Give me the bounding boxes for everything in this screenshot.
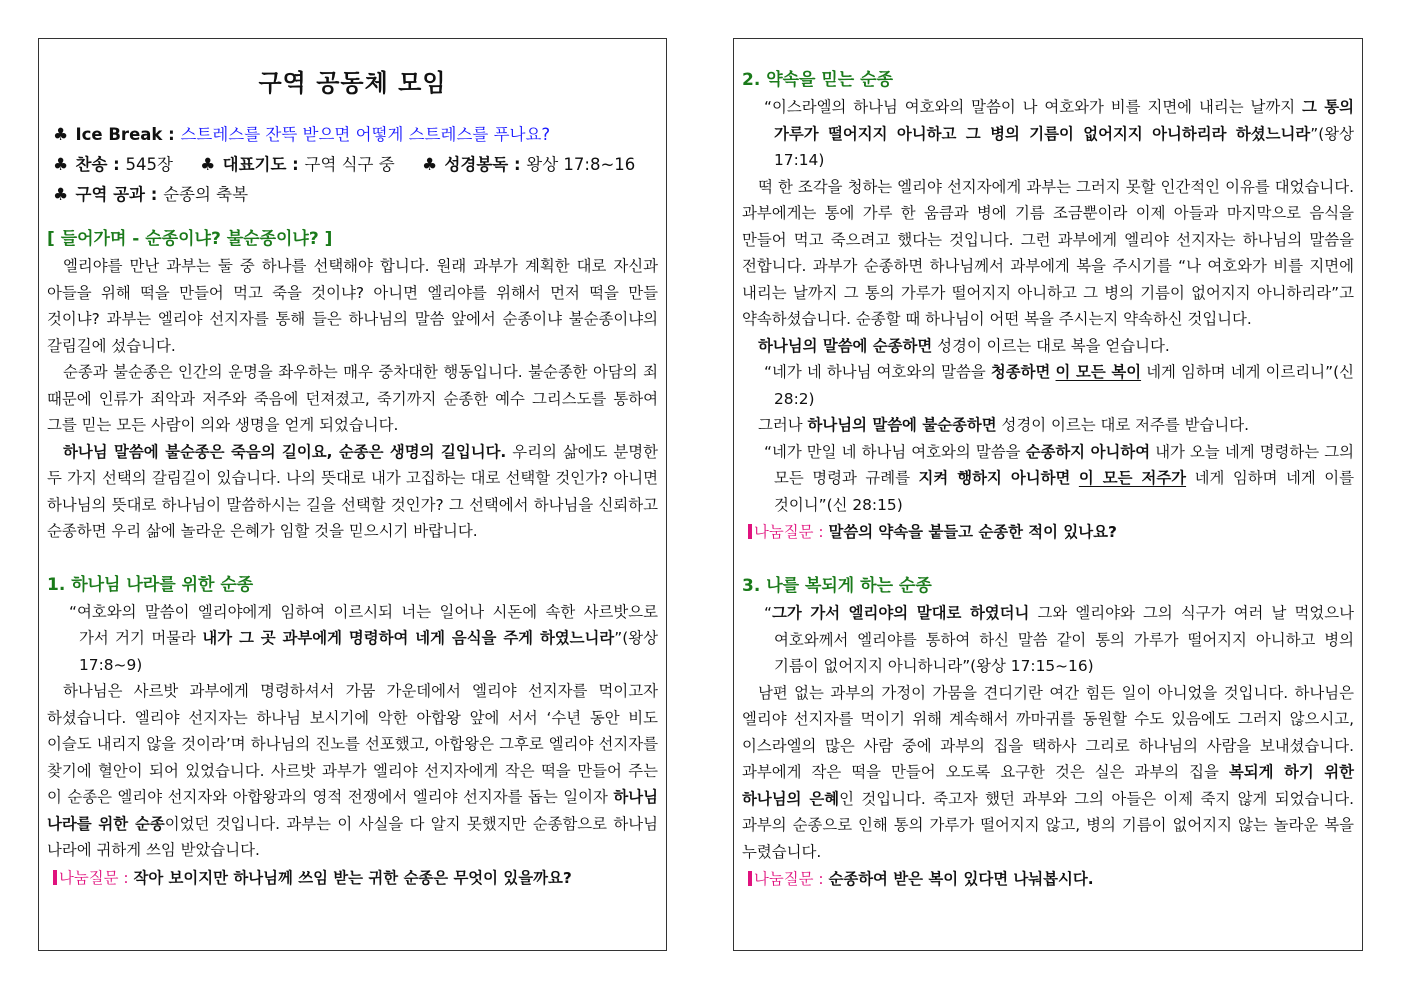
club-icon: ♣ bbox=[53, 125, 69, 145]
paragraph-emphasis: 복되게 하기 위한 하나님의 은혜 bbox=[742, 763, 1354, 808]
order-of-service-line bbox=[47, 150, 658, 180]
lesson-line bbox=[47, 180, 658, 210]
question-label: 나눔질문 : bbox=[754, 870, 829, 888]
quote-text: “네가 네 하나님 여호와의 말씀을 bbox=[764, 363, 991, 381]
section-2-heading: 2. 약속을 믿는 순종 bbox=[742, 70, 893, 90]
quote-emphasis: 순종하지 아니하여 bbox=[1025, 442, 1151, 461]
question-text: 작아 보이지만 하나님께 쓰임 받는 귀한 순종은 무엇이 있을까요? bbox=[133, 868, 572, 887]
marker-bar-icon bbox=[748, 524, 752, 539]
paragraph-emphasis: 하나님의 말씀에 순종하면 bbox=[758, 336, 933, 355]
section-1-heading: 1. 하나님 나라를 위한 순종 bbox=[47, 574, 254, 595]
quote-emphasis: 내가 그 곳 과부에게 명령하여 네게 음식을 주게 하였느니라 bbox=[202, 629, 615, 647]
paragraph-text: 인 것입니다. 죽고자 했던 과부와 그의 아들은 이제 죽지 않게 되었습니다. 과부의 순종으로 인해 통의 가루가 떨어지지 않고, 병의 기름이 없어지지 않는 놀라운 복을 누렸습니다. bbox=[742, 789, 1354, 861]
intro-heading: [ 들어가며 - 순종이냐? 불순종이냐? ] bbox=[47, 229, 333, 249]
paragraph-text: 성경이 이르는 대로 저주를 받습니다. bbox=[996, 416, 1249, 434]
quote-reference: ”(왕상 17:8~9) bbox=[79, 629, 658, 674]
paragraph-text: 그러나 bbox=[758, 416, 808, 434]
quote-reference: 네게 임하며 네게 이르리니”(신 28:2) bbox=[774, 363, 1354, 408]
section-2-paragraph-3 bbox=[742, 412, 1354, 439]
paragraph-text: 남편 없는 과부의 가정이 가뭄을 견디기란 여간 힘든 일이 아니었을 것입니다. 하나님은 엘리야 선지자를 먹이기 위해 계속해서 까마귀를 동원할 수도 있음에도 그러지 않으시고, 이스라엘의 많은 사람 중에 과부의 집을 택하사 그리로 하나님의 사람을 보내셨습니다. 과부에게 작은 떡을 만들어 오도록 요구한 것은 실은 과부의 집을 bbox=[742, 683, 1354, 781]
section-1-question bbox=[53, 864, 658, 892]
intro-paragraph-3 bbox=[47, 439, 658, 545]
paragraph-text: 이었던 것입니다. 과부는 이 사실을 다 알지 못했지만 순종함으로 하나님 나라에 귀하게 쓰임 받았습니다. bbox=[47, 814, 659, 859]
intro-paragraph-2: 순종과 불순종은 인간의 운명을 좌우하는 매우 중차대한 행동입니다. 불순종한 아담의 죄 때문에 인류가 죄악과 저주와 죽음에 던져졌고, 죽기까지 순종한 예수 그리스도를 통하여 그를 믿는 모든 사람이 의와 생명을 얻게 되었습니다. bbox=[47, 363, 658, 434]
lesson-value: 순종의 축복 bbox=[163, 185, 249, 204]
quote-emphasis: 청종하면 bbox=[990, 363, 1051, 381]
quote-emphasis: 그가 가서 엘리야의 말대로 하였더니 bbox=[771, 604, 1030, 622]
left-panel bbox=[38, 38, 667, 951]
question-text: 순종하여 받은 복이 있다면 나눠봅시다. bbox=[828, 870, 1094, 888]
marker-bar-icon bbox=[53, 870, 57, 885]
right-panel bbox=[733, 38, 1363, 951]
ice-break-text: 스트레스를 잔뜩 받으면 어떻게 스트레스를 푸나요? bbox=[180, 125, 551, 144]
ice-break-line bbox=[47, 120, 658, 150]
ice-break-label: Ice Break : bbox=[75, 125, 181, 144]
section-2-question bbox=[748, 518, 1354, 546]
reading-label: 성경봉독 : bbox=[444, 155, 527, 174]
reading-value: 왕상 17:8~16 bbox=[526, 155, 636, 174]
section-3-quote bbox=[764, 600, 1355, 680]
quote-text: “ bbox=[764, 604, 772, 622]
question-label: 나눔질문 : bbox=[754, 523, 829, 541]
section-2-paragraph-2 bbox=[742, 333, 1354, 360]
quote-underline: 이 모든 저주가 bbox=[1078, 469, 1187, 487]
quote-emphasis: 그 통의 가루가 떨어지지 아니하고 그 병의 기름이 없어지지 아니하리라 하셨느니라 bbox=[774, 98, 1354, 143]
quote-text: “이스라엘의 하나님 여호와의 말씀이 나 여호와가 비를 지면에 내리는 날까지 bbox=[764, 98, 1302, 116]
section-3-question bbox=[748, 865, 1354, 893]
marker-bar-icon bbox=[748, 871, 752, 886]
club-icon: ♣ bbox=[53, 185, 69, 205]
lesson-label: 구역 공과 : bbox=[75, 185, 164, 204]
paragraph-text: 하나님은 사르밧 과부에게 명령하셔서 가뭄 가운데에서 엘리야 선지자를 먹이고자 하셨습니다. 엘리야 선지자는 하나님 보시기에 악한 아합왕 앞에 서서 ‘수년 동안 비도 이슬도 내리지 않을 것이라’며 하나님의 진노를 선포했고, 아합왕은 그후로 엘리야 선지자를 찾기에 혈안이 되어 있었습니다. 사르밧 과부가 엘리야 선지자에게 작은 떡을 만들어 주는 이 순종은 엘리야 선지자와 아합왕과의 영적 전쟁에서 엘리야 선지자를 돕는 일이자 bbox=[47, 682, 658, 806]
section-1-paragraph bbox=[47, 678, 658, 864]
club-icon: ♣ bbox=[421, 155, 438, 175]
quote-text: “여호와의 말씀이 엘리야에게 임하여 이르시되 너는 일어나 시돈에 속한 사르밧으로 가서 거기 머물라 bbox=[69, 602, 658, 647]
club-icon: ♣ bbox=[53, 155, 69, 175]
intro-paragraph-3-text: 우리의 삶에도 분명한 두 가지 선택의 갈림길이 있습니다. 나의 뜻대로 내가 고집하는 대로 선택할 것인가? 아니면 하나님의 뜻대로 하나님이 말씀하시는 길을 선택할 것인가? 그 선택에서 하나님을 신뢰하고 순종하면 우리 삶에 놀라운 은혜가 임할 것을 믿으시기 바랍니다. bbox=[47, 442, 658, 540]
intro-emphasis: 하나님 말씀에 불순종은 죽음의 길이요, 순종은 생명의 길입니다. bbox=[63, 442, 507, 461]
paragraph-emphasis: 하나님의 말씀에 불순종하면 bbox=[807, 416, 997, 434]
section-2-quote-2 bbox=[764, 359, 1354, 412]
prayer-value: 구역 식구 중 bbox=[304, 155, 395, 174]
quote-underline: 이 모든 복이 bbox=[1055, 363, 1142, 381]
quote-text: 내가 오늘 네게 명령하는 그의 모든 명령과 규례를 bbox=[774, 442, 1354, 487]
paragraph-emphasis: 하나님 나라를 위한 순종 bbox=[47, 788, 658, 833]
paragraph-text: 성경이 이르는 대로 복을 얻습니다. bbox=[932, 336, 1170, 355]
section-1-quote bbox=[69, 599, 658, 679]
prayer-label: 대표기도 : bbox=[222, 155, 305, 174]
quote-emphasis: 지켜 행하지 아니하면 bbox=[918, 469, 1071, 487]
quote-reference: 네게 임하며 네게 이를 것이니”(신 28:15) bbox=[774, 469, 1354, 514]
hymn-value: 545장 bbox=[125, 155, 173, 174]
hymn-label: 찬송 : bbox=[75, 155, 126, 174]
page-title: 구역 공동체 모임 bbox=[258, 69, 447, 97]
intro-paragraph-1: 엘리야를 만난 과부는 둘 중 하나를 선택해야 합니다. 원래 과부가 계획한 대로 자신과 아들을 위해 떡을 만들어 먹고 죽을 것이냐? 아니면 엘리야를 위해서 먼저 떡을 만들 것이냐? 과부는 엘리야 선지자를 통해 들은 하나님의 말씀 앞에서 순종이냐 불순종이냐의 갈림길에 섰습니다. bbox=[47, 257, 658, 355]
club-icon: ♣ bbox=[200, 155, 216, 175]
quote-text: “네가 만일 네 하나님 여호와의 말씀을 bbox=[764, 442, 1026, 461]
question-text: 말씀의 약속을 붙들고 순종한 적이 있나요? bbox=[828, 523, 1117, 541]
quote-text bbox=[1070, 469, 1079, 487]
section-3-paragraph bbox=[742, 680, 1354, 866]
section-2-quote bbox=[764, 94, 1354, 174]
quote-reference: ”(왕상 17:14) bbox=[774, 124, 1354, 169]
quote-text: 그와 엘리야와 그의 식구가 여러 날 먹었으나 여호와께서 엘리야를 통하여 하신 말씀 같이 통의 가루가 떨어지지 아니하고 병의 기름이 없어지지 아니하니라”(왕상 17:15~16) bbox=[774, 604, 1355, 675]
section-2-quote-3 bbox=[764, 439, 1354, 519]
question-label: 나눔질문 : bbox=[59, 868, 134, 887]
section-2-paragraph-1: 떡 한 조각을 청하는 엘리야 선지자에게 과부는 그러지 못할 인간적인 이유를 대었습니다. 과부에게는 통에 가루 한 움큼과 병에 기름 조금뿐이라 이제 아들과 마지막으로 음식을 만들어 먹고 죽으려고 했다는 것입니다. 그런 과부에게 엘리야 선지자는 하나님의 말씀을 전합니다. 과부가 순종하면 하나님께서 과부에게 복을 주시기를 “나 여호와가 비를 지면에 내리는 날까지 그 통의 가루가 떨어지지 아니하고 그 병의 기름이 없어지지 아니하리라”고 약속하셨습니다. 순종할 때 하나님이 어떤 복을 주시는지 약속하신 것입니다. bbox=[742, 177, 1354, 328]
section-3-heading: 3. 나를 복되게 하는 순종 bbox=[742, 576, 932, 596]
